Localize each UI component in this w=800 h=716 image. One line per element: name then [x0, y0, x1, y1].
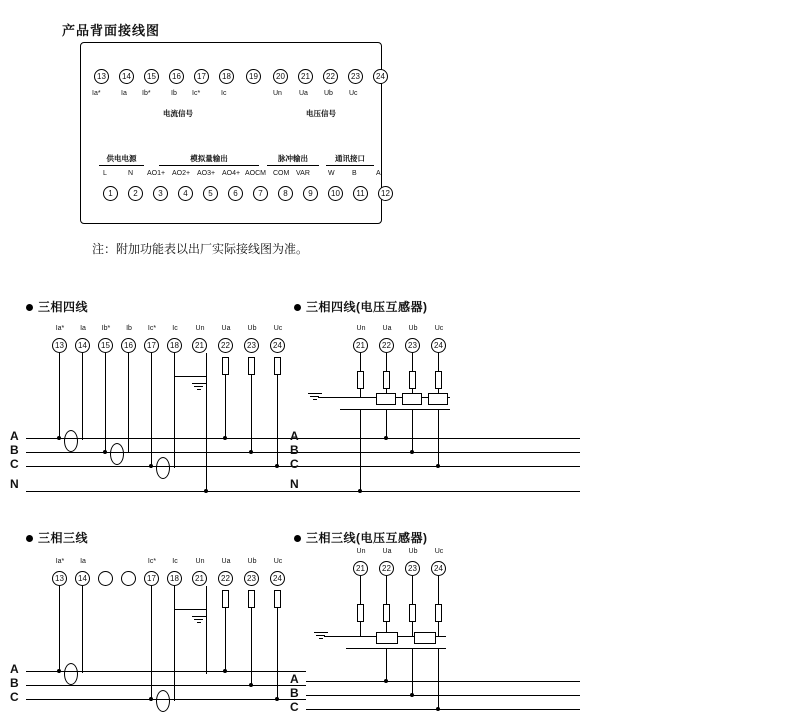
terminal-19[interactable]: 19 — [246, 69, 261, 84]
terminal-label-ic-star: Ic* — [147, 558, 157, 565]
terminal-label-ic: Ic — [172, 558, 178, 565]
terminal-label-ao1: AO1+ — [147, 170, 166, 177]
wire-drop — [386, 353, 387, 371]
junction-dot — [436, 707, 440, 711]
group-label-pulse-output: 脉冲输出 — [267, 153, 319, 166]
terminal-label-uc: Uc — [349, 90, 358, 97]
terminal-label-ub: Ub — [324, 90, 333, 97]
diagram-three-phase-three-wire — [10, 558, 306, 713]
junction-dot — [103, 450, 107, 454]
wire-drop — [438, 353, 439, 371]
wire-bridge — [174, 376, 206, 377]
terminal-17[interactable]: 17 — [144, 338, 159, 353]
terminal-label-un: Un — [195, 325, 205, 332]
wire-drop — [82, 353, 83, 440]
terminal-17[interactable]: 17 — [194, 69, 209, 84]
bus-line-c — [26, 699, 306, 700]
terminal-22[interactable]: 22 — [218, 571, 233, 586]
phase-label-c: C — [10, 457, 19, 471]
wire-ub — [251, 375, 252, 451]
bullet-icon — [294, 304, 301, 311]
fuse-uc — [274, 357, 281, 375]
upper-terminal-labels — [91, 90, 381, 100]
terminal-21[interactable]: 21 — [353, 561, 368, 576]
fuse-ub — [409, 371, 416, 389]
wire-drop — [360, 389, 361, 397]
terminal-24[interactable]: 24 — [270, 571, 285, 586]
terminal-24[interactable]: 24 — [431, 338, 446, 353]
section-header-three-phase-four-wire-pt — [294, 298, 428, 315]
terminal-label-ic-star: Ic* — [147, 325, 157, 332]
wire-drop-un — [206, 353, 207, 376]
voltage-transformer-c — [428, 393, 448, 405]
terminal-label-ic: Ic — [221, 90, 227, 97]
phase-label-c: C — [290, 700, 299, 714]
ground-icon — [314, 632, 328, 642]
terminal-12[interactable]: 12 — [378, 186, 393, 201]
fuse-ua — [222, 357, 229, 375]
wire-drop — [438, 576, 439, 604]
wire-drop — [59, 353, 60, 440]
group-label-analog-output: 模拟量输出 — [159, 153, 259, 166]
terminal-4[interactable]: 4 — [178, 186, 193, 201]
terminal-blank-2[interactable] — [121, 571, 136, 586]
terminal-22[interactable]: 22 — [379, 561, 394, 576]
terminal-5[interactable]: 5 — [203, 186, 218, 201]
wire-un-down — [206, 376, 207, 491]
terminal-label-ic-star: Ic* — [192, 90, 201, 97]
phase-label-n: N — [290, 477, 299, 491]
terminal-label-un: Un — [356, 325, 366, 332]
terminal-label-w: W — [328, 170, 335, 177]
terminal-7[interactable]: 7 — [253, 186, 268, 201]
wire-ua — [225, 608, 226, 670]
voltage-transformer-a — [376, 393, 396, 405]
terminal-label-b: B — [352, 170, 357, 177]
fuse-ub — [248, 357, 255, 375]
section-title: 三相四线 — [38, 300, 89, 314]
wire-drop — [360, 576, 361, 604]
bus-line-n — [26, 491, 306, 492]
junction-dot — [204, 489, 208, 493]
panel-note: 注：附加功能表以出厂实际接线图为准。 — [92, 242, 309, 256]
phase-label-b: B — [10, 443, 19, 457]
bus-line-b — [306, 452, 580, 453]
terminal-label-un: Un — [356, 548, 366, 555]
junction-dot — [384, 436, 388, 440]
phase-label-a: A — [290, 672, 299, 686]
wire-pt-a — [386, 648, 387, 682]
ground-icon — [192, 383, 208, 393]
bullet-icon — [294, 535, 301, 542]
terminal-22[interactable]: 22 — [323, 69, 338, 84]
terminal-24[interactable]: 24 — [373, 69, 388, 84]
fuse-uc — [274, 590, 281, 608]
wire-ua — [225, 375, 226, 437]
ground-icon — [308, 393, 322, 403]
terminal-3[interactable]: 3 — [153, 186, 168, 201]
bus-line-b — [306, 695, 580, 696]
phase-label-a: A — [290, 429, 299, 443]
terminal-label-ua: Ua — [382, 325, 392, 332]
wire-ub — [251, 608, 252, 684]
group-label-comm-port: 通讯接口 — [326, 153, 374, 166]
wire-drop — [412, 622, 413, 636]
diagram-three-phase-four-wire — [10, 325, 306, 500]
fuse-ua — [383, 371, 390, 389]
terminal-label-ib-star: Ib* — [101, 325, 111, 332]
junction-dot — [249, 683, 253, 687]
wire-drop — [360, 353, 361, 371]
terminal-label-ua: Ua — [299, 90, 308, 97]
terminal-21[interactable]: 21 — [353, 338, 368, 353]
terminal-9[interactable]: 9 — [303, 186, 318, 201]
section-header-three-phase-four-wire — [26, 298, 88, 315]
bus-line-c — [306, 466, 580, 467]
junction-dot — [249, 450, 253, 454]
junction-dot — [275, 464, 279, 468]
phase-label-b: B — [290, 686, 299, 700]
fuse-un — [357, 604, 364, 622]
section-header-three-phase-three-wire — [26, 529, 88, 546]
terminal-label-com: COM — [273, 170, 290, 177]
terminal-label-ua: Ua — [382, 548, 392, 555]
terminal-label-ub: Ub — [408, 325, 418, 332]
junction-dot — [410, 693, 414, 697]
section-title: 三相四线(电压互感器) — [306, 300, 428, 314]
terminal-label-ia-star: Ia* — [92, 90, 101, 97]
bus-line-b — [26, 685, 306, 686]
terminal-13[interactable]: 13 — [52, 338, 67, 353]
group-label-power-supply: 供电电源 — [99, 153, 144, 166]
terminal-23[interactable]: 23 — [405, 338, 420, 353]
section-title: 三相三线(电压互感器) — [306, 531, 428, 545]
junction-dot — [275, 697, 279, 701]
terminal-23[interactable]: 23 — [348, 69, 363, 84]
terminal-14[interactable]: 14 — [119, 69, 134, 84]
wire-drop — [386, 576, 387, 604]
upper-terminal-row — [91, 69, 385, 83]
terminal-label-ia-star: Ia* — [55, 558, 65, 565]
terminal-2[interactable]: 2 — [128, 186, 143, 201]
pt-primary-bus — [346, 648, 446, 649]
terminal-13[interactable]: 13 — [94, 69, 109, 84]
bus-line-a — [306, 438, 580, 439]
wire-pt-a — [386, 409, 387, 439]
bus-line-c — [26, 466, 306, 467]
terminal-17[interactable]: 17 — [144, 571, 159, 586]
terminal-21[interactable]: 21 — [192, 571, 207, 586]
terminal-blank-1[interactable] — [98, 571, 113, 586]
voltage-transformer-ab — [376, 632, 398, 644]
junction-dot — [223, 669, 227, 673]
wire-drop — [412, 353, 413, 371]
terminal-22[interactable]: 22 — [379, 338, 394, 353]
wire-drop — [59, 586, 60, 673]
terminal-18[interactable]: 18 — [219, 69, 234, 84]
terminal-13[interactable]: 13 — [52, 571, 67, 586]
terminal-1[interactable]: 1 — [103, 186, 118, 201]
wire-drop — [151, 353, 152, 468]
bus-line-b — [26, 452, 306, 453]
phase-label-c: C — [10, 690, 19, 704]
junction-dot — [223, 436, 227, 440]
voltage-transformer-bc — [414, 632, 436, 644]
phase-label-a: A — [10, 662, 19, 676]
terminal-label-ub: Ub — [247, 325, 257, 332]
terminal-label-uc: Uc — [434, 325, 444, 332]
wire-pt-b — [412, 409, 413, 453]
phase-label-n: N — [10, 477, 19, 491]
terminal-label-ib-star: Ib* — [142, 90, 151, 97]
wire-drop — [412, 576, 413, 604]
wire-drop — [438, 622, 439, 636]
wire-pt-c — [438, 648, 439, 710]
group-label-voltage-signal: 电压信号 — [306, 109, 336, 118]
terminal-label-ua: Ua — [221, 325, 231, 332]
current-transformer-c — [156, 690, 170, 712]
terminal-label-ia-star: Ia* — [55, 325, 65, 332]
terminal-label-ao4: AO4+ — [222, 170, 241, 177]
bus-line-a — [26, 671, 306, 672]
terminal-21[interactable]: 21 — [192, 338, 207, 353]
terminal-24[interactable]: 24 — [270, 338, 285, 353]
wire-pt-n — [360, 409, 361, 491]
bus-line-c — [306, 709, 580, 710]
fuse-uc — [435, 604, 442, 622]
current-transformer-c — [156, 457, 170, 479]
fuse-uc — [435, 371, 442, 389]
terminal-label-un: Un — [195, 558, 205, 565]
terminal-16[interactable]: 16 — [121, 338, 136, 353]
diagram-three-phase-three-wire-pt — [290, 548, 580, 714]
pt-primary-bus — [340, 409, 450, 410]
wire-un-down — [206, 586, 207, 674]
terminal-label-n: N — [128, 170, 134, 177]
terminal-label-ua: Ua — [221, 558, 231, 565]
terminal-label-ia: Ia — [80, 325, 86, 332]
fuse-ua — [383, 604, 390, 622]
terminal-18[interactable]: 18 — [167, 571, 182, 586]
terminal-label-ub: Ub — [247, 558, 257, 565]
fuse-ua — [222, 590, 229, 608]
junction-dot — [57, 436, 61, 440]
current-transformer-b — [110, 443, 124, 465]
bus-line-a — [26, 438, 306, 439]
terminal-23[interactable]: 23 — [405, 561, 420, 576]
group-label-current-signal: 电流信号 — [163, 109, 193, 118]
terminal-label-ib: Ib — [171, 90, 177, 97]
terminal-label-a: A — [376, 170, 381, 177]
wire-drop — [174, 353, 175, 468]
wire-drop — [82, 586, 83, 673]
terminal-label-un: Un — [273, 90, 282, 97]
terminal-23[interactable]: 23 — [244, 338, 259, 353]
ground-icon — [192, 616, 208, 626]
terminal-label-ia: Ia — [121, 90, 127, 97]
terminal-16[interactable]: 16 — [169, 69, 184, 84]
junction-dot — [149, 464, 153, 468]
terminal-18[interactable]: 18 — [167, 338, 182, 353]
junction-dot — [149, 697, 153, 701]
terminal-label-ao3: AO3+ — [197, 170, 216, 177]
terminal-label-ao2: AO2+ — [172, 170, 191, 177]
terminal-21[interactable]: 21 — [298, 69, 313, 84]
terminal-10[interactable]: 10 — [328, 186, 343, 201]
terminal-24[interactable]: 24 — [431, 561, 446, 576]
terminal-label-uc: Uc — [273, 558, 283, 565]
wire-bridge — [174, 609, 206, 610]
phase-label-b: B — [290, 443, 299, 457]
bullet-icon — [26, 535, 33, 542]
current-transformer-a — [64, 430, 78, 452]
voltage-transformer-b — [402, 393, 422, 405]
terminal-label-var: VAR — [296, 170, 310, 177]
current-transformer-a — [64, 663, 78, 685]
bus-line-n — [306, 491, 580, 492]
terminal-label-ic: Ic — [172, 325, 178, 332]
junction-dot — [436, 464, 440, 468]
phase-label-a: A — [10, 429, 19, 443]
terminal-6[interactable]: 6 — [228, 186, 243, 201]
junction-dot — [57, 669, 61, 673]
terminal-20[interactable]: 20 — [273, 69, 288, 84]
terminal-23[interactable]: 23 — [244, 571, 259, 586]
junction-dot — [410, 450, 414, 454]
page-title: 产品背面接线图 — [62, 23, 161, 38]
wire-drop — [174, 586, 175, 701]
fuse-ub — [409, 604, 416, 622]
terminal-14[interactable]: 14 — [75, 571, 90, 586]
terminal-label-uc: Uc — [434, 548, 444, 555]
rear-wiring-panel — [80, 42, 390, 224]
wire-drop — [360, 622, 361, 636]
phase-label-c: C — [290, 457, 299, 471]
terminal-label-ub: Ub — [408, 548, 418, 555]
bus-line-a — [306, 681, 580, 682]
lower-terminal-row — [91, 186, 390, 200]
terminal-11[interactable]: 11 — [353, 186, 368, 201]
phase-label-b: B — [10, 676, 19, 690]
terminal-label-uc: Uc — [273, 325, 283, 332]
wire-pt-b — [412, 648, 413, 696]
terminal-15[interactable]: 15 — [144, 69, 159, 84]
section-title: 三相三线 — [38, 531, 89, 545]
section-header-three-phase-three-wire-pt — [294, 529, 428, 546]
terminal-22[interactable]: 22 — [218, 338, 233, 353]
terminal-label-aocm: AOCM — [245, 170, 266, 177]
terminal-15[interactable]: 15 — [98, 338, 113, 353]
terminal-14[interactable]: 14 — [75, 338, 90, 353]
lower-terminal-labels — [81, 170, 381, 180]
junction-dot — [384, 679, 388, 683]
terminal-8[interactable]: 8 — [278, 186, 293, 201]
terminal-label-ia: Ia — [80, 558, 86, 565]
bullet-icon — [26, 304, 33, 311]
diagram-three-phase-four-wire-pt — [290, 325, 580, 500]
terminal-label-ib: Ib — [126, 325, 132, 332]
fuse-un — [357, 371, 364, 389]
junction-dot — [358, 489, 362, 493]
fuse-ub — [248, 590, 255, 608]
terminal-label-l: L — [103, 170, 107, 177]
wire-drop — [151, 586, 152, 701]
